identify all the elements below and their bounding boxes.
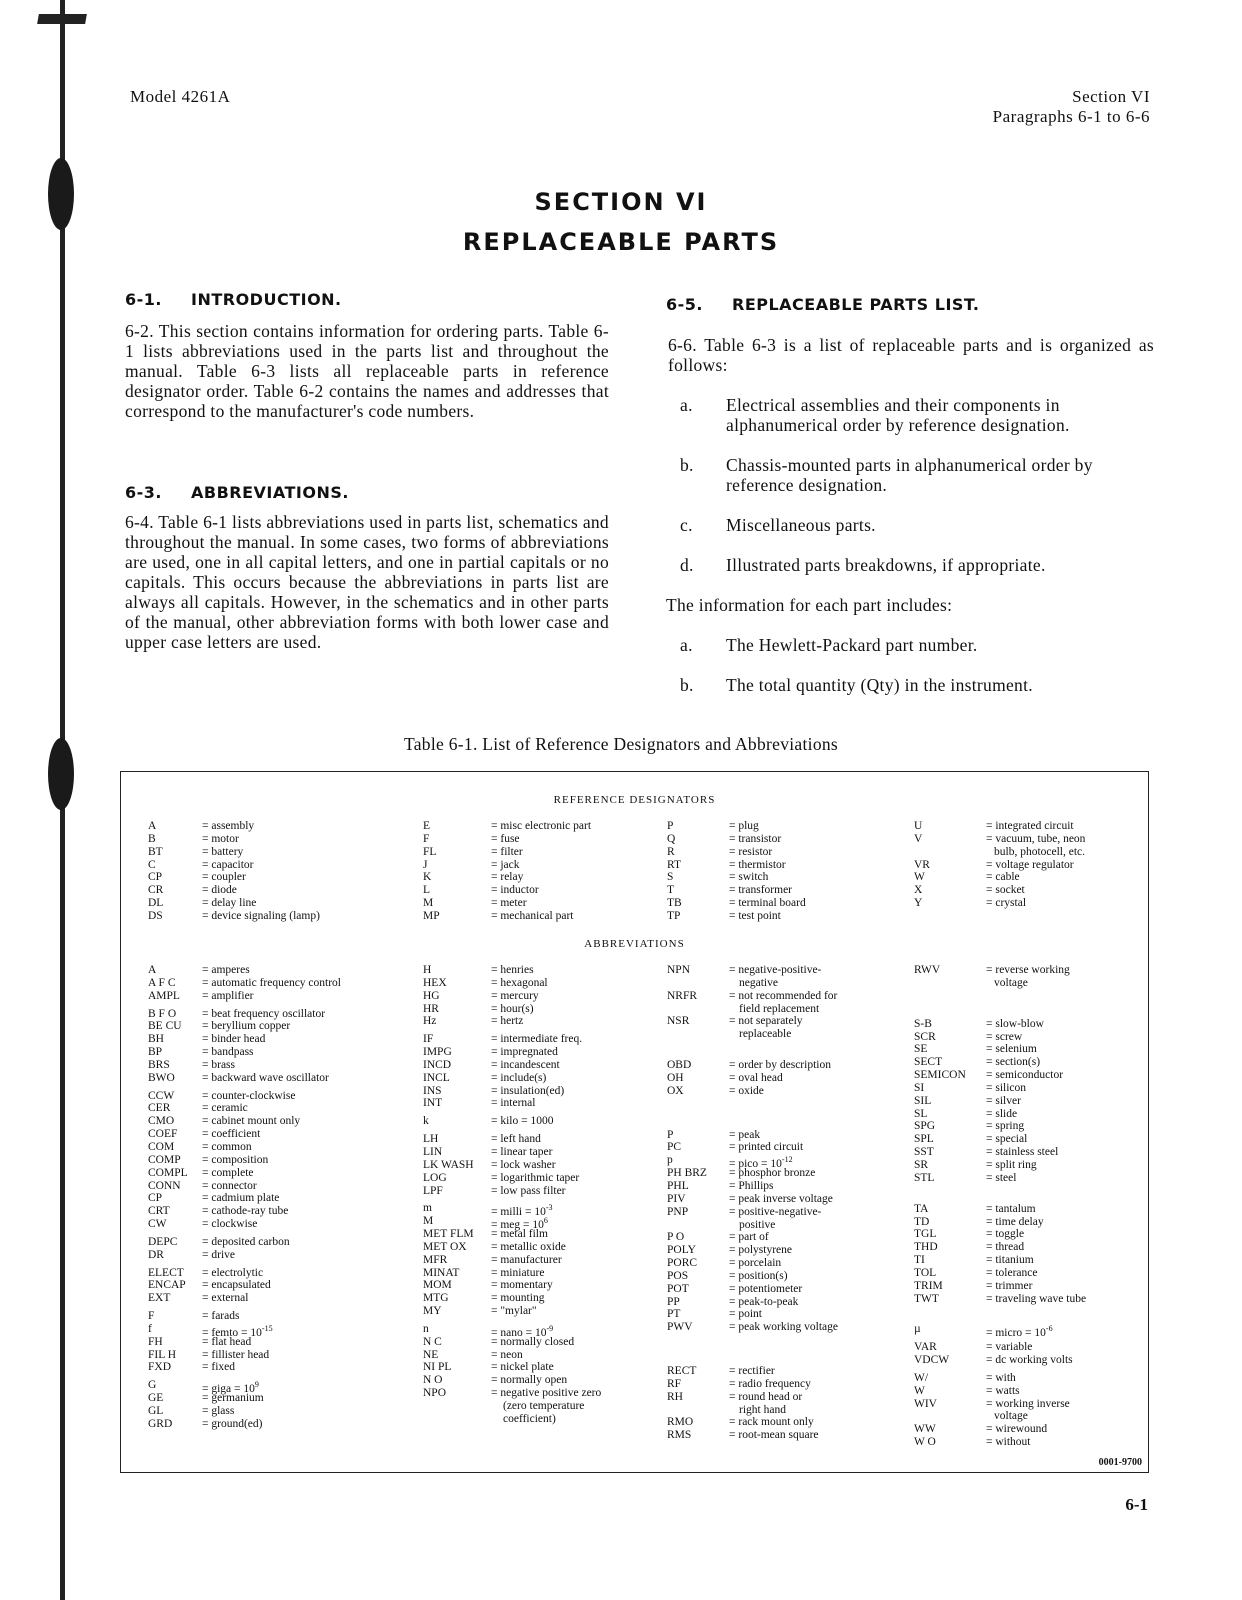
table-row: bulb, photocell, etc. [994, 845, 1086, 858]
table-row: TP = test point [667, 909, 781, 922]
table-row: f = femto = $10^{-15}$ [148, 1322, 273, 1339]
table-row: MINAT = miniature [423, 1266, 545, 1279]
table-row: IMPG = impregnated [423, 1046, 558, 1059]
table-row: BWO = backward wave oscillator [148, 1071, 329, 1084]
part-info-intro: The information for each part includes: [666, 595, 953, 615]
table-row: U = integrated circuit [914, 820, 1074, 832]
table-row: TOL = tolerance [914, 1266, 1038, 1279]
table-row: H = henries [423, 964, 534, 976]
table-row: X = socket [914, 884, 1025, 897]
table-row: NPN = negative-positive- [667, 964, 822, 976]
abbreviations-paragraph: 6-4. Table 6-1 lists abbreviations used in parts list, schematics and throughout the manual. In some cases, two forms of abbreviations are used, one in all capital letters, and one in partial capitals or no capitals. This occurs because the abbreviations in parts list are always all capitals. However, in the schematics and in other parts of the manual, other abbreviation forms with both lower case and upper case letters are used. [125, 512, 609, 652]
table-row: EXT = external [148, 1292, 249, 1305]
table-row: WIV = working inverse [914, 1397, 1070, 1410]
table-row: RECT = rectifier [667, 1365, 775, 1378]
table-row: TA = tantalum [914, 1202, 1036, 1215]
table-row: CP = coupler [148, 871, 246, 884]
table-row: TGL = toggle [914, 1228, 1025, 1241]
table-row: positive [739, 1218, 776, 1231]
page-number: 6-1 [1125, 1495, 1148, 1514]
table-row: PT = point [667, 1308, 763, 1321]
table-row: TI = titanium [914, 1254, 1034, 1267]
table-row: µ = micro = $10^{-6}$ [914, 1323, 1053, 1340]
table-row: G = giga = $10^9$ [148, 1379, 259, 1396]
table-id: 0001-9700 [1098, 1457, 1142, 1468]
table-row: R = resistor [667, 845, 773, 858]
heading-text: REPLACEABLE PARTS LIST. [732, 295, 980, 314]
table-row: INCD = incandescent [423, 1058, 560, 1071]
list-item [680, 555, 1154, 575]
table-row: OX = oxide [667, 1084, 764, 1097]
table-row: MET FLM = metal film [423, 1228, 548, 1241]
table-row: P O = part of [667, 1231, 769, 1244]
table-row: PNP = positive-negative- [667, 1205, 822, 1218]
table-row: W/ = with [914, 1371, 1016, 1384]
table-row: PORC = porcelain [667, 1257, 782, 1270]
table-row: FL = filter [423, 845, 523, 858]
table-row: BH = binder head [148, 1033, 266, 1046]
list-label: b. [680, 675, 694, 695]
table-row: replaceable [739, 1028, 792, 1041]
list-label: c. [680, 515, 693, 535]
table-row: DR = drive [148, 1248, 235, 1261]
table-row: LH = left hand [423, 1133, 541, 1146]
table-row: B F O = beat frequency oscillator [148, 1007, 326, 1020]
table-row: COEF = coefficient [148, 1128, 261, 1141]
table-row: VDCW = dc working volts [914, 1354, 1073, 1367]
abbreviations-table [120, 771, 1149, 1473]
paragraphs-label: Paragraphs 6-1 to 6-6 [992, 107, 1150, 126]
table-row: C = capacitor [148, 858, 254, 871]
table-row: F = fuse [423, 832, 520, 845]
binding-clip [37, 14, 87, 24]
list-item [680, 515, 1154, 535]
table-row: RH = round head or [667, 1390, 803, 1403]
heading-text: INTRODUCTION. [191, 290, 342, 309]
table-row: n = nano = $10^{-9}$ [423, 1322, 554, 1339]
table-row: L = inductor [423, 884, 539, 897]
table-row: COM = common [148, 1140, 252, 1153]
table-row: PH BRZ = phosphor bronze [667, 1167, 816, 1180]
table-row: k = kilo = 1000 [423, 1115, 554, 1128]
table-row: BRS = brass [148, 1058, 235, 1071]
table-row: MP = mechanical part [423, 909, 574, 922]
table-row: MFR = manufacturer [423, 1253, 562, 1266]
table-row: W = watts [914, 1384, 1020, 1397]
abbr-column-2 [423, 964, 663, 1426]
table-row: N C = normally closed [423, 1335, 575, 1348]
list-text: Chassis-mounted parts in alphanumerical order by reference designation. [726, 455, 1093, 495]
table-row: THD = thread [914, 1241, 1025, 1254]
list-text: Electrical assemblies and their components in alphanumerical order by reference designation. [726, 395, 1070, 435]
table-row: INT = internal [423, 1097, 536, 1110]
table-row: NE = neon [423, 1348, 523, 1361]
table-row: MTG = mounting [423, 1292, 545, 1305]
table-row: NPO = negative positive zero [423, 1387, 602, 1400]
table-row: NRFR = not recommended for [667, 989, 838, 1002]
table-row: negative [739, 976, 778, 989]
table-row: MOM = momentary [423, 1279, 553, 1292]
table-row: COMPL = complete [148, 1166, 254, 1179]
parts-list-paragraph: 6-6. Table 6-3 is a list of replaceable parts and is organized as follows: [668, 335, 1154, 375]
table-row: VAR = variable [914, 1341, 1033, 1354]
table-row: GRD = ground(ed) [148, 1417, 263, 1430]
table-row: INS = insulation(ed) [423, 1084, 565, 1097]
ref-column-1 [148, 820, 418, 923]
table-row: ELECT = electrolytic [148, 1266, 264, 1279]
table-row: PWV = peak working voltage [667, 1321, 838, 1334]
intro-paragraph: 6-2. This section contains information for ordering parts. Table 6-1 lists abbreviations used in the parts list and throughout the manual. Table 6-3 lists all replaceable parts in reference designator order. Table 6-2 contains the names and addresses that correspond to the manufacturer's code numbers. [125, 321, 609, 421]
table-row: VR = voltage regulator [914, 858, 1074, 871]
table-row: FXD = fixed [148, 1361, 235, 1374]
table-row: NSR = not separately [667, 1015, 803, 1028]
list-text: Miscellaneous parts. [726, 515, 876, 535]
section-title: SECTION VI [534, 188, 708, 216]
list-label: a. [680, 635, 693, 655]
table-row: LPF = low pass filter [423, 1184, 566, 1197]
table-row: V = vacuum, tube, neon [914, 832, 1086, 845]
table-row: SECT = section(s) [914, 1056, 1041, 1069]
table-row: POT = potentiometer [667, 1282, 803, 1295]
table-row: CP = cadmium plate [148, 1192, 280, 1205]
table-caption: Table 6-1. List of Reference Designators and Abbreviations [403, 734, 839, 754]
table-row: COMP = composition [148, 1153, 269, 1166]
list-item [680, 455, 1154, 495]
table-row: (zero temperature [503, 1400, 585, 1412]
table-row: PP = peak-to-peak [667, 1295, 799, 1308]
list-text: Illustrated parts breakdowns, if appropriate. [726, 555, 1046, 575]
list-text: The total quantity (Qty) in the instrument. [726, 675, 1033, 695]
table-row: MY = "mylar" [423, 1305, 537, 1318]
table-row: SCR = screw [914, 1030, 1023, 1043]
table-row: PHL = Phillips [667, 1179, 774, 1192]
ref-column-3 [667, 820, 907, 923]
table-row: S-B = slow-blow [914, 1017, 1044, 1030]
table-row: A = assembly [148, 820, 255, 832]
table-row: A F C = automatic frequency control [148, 976, 341, 989]
table-row: LIN = linear taper [423, 1145, 553, 1158]
list-text: The Hewlett-Packard part number. [726, 635, 978, 655]
table-row: WW = wirewound [914, 1423, 1048, 1436]
table-row: OBD = order by description [667, 1059, 831, 1072]
table-row: GE = germanium [148, 1392, 264, 1405]
table-row: DEPC = deposited carbon [148, 1235, 290, 1248]
table-row: TRIM = trimmer [914, 1279, 1033, 1292]
table-row: voltage [994, 1410, 1028, 1423]
ref-column-4 [914, 820, 1144, 910]
table-row: P = peak [667, 1128, 761, 1141]
table-row: FIL H = fillister head [148, 1348, 270, 1361]
table-row: AMPL = amplifier [148, 989, 254, 1002]
table-row: POS = position(s) [667, 1269, 788, 1282]
table-row: N O = normally open [423, 1374, 568, 1387]
table-row: W = cable [914, 871, 1020, 884]
reference-designators-heading: REFERENCE DESIGNATORS [553, 794, 716, 806]
table-row: HR = hour(s) [423, 1002, 534, 1015]
heading-abbreviations [125, 483, 349, 502]
ref-column-2 [423, 820, 663, 923]
table-row: F = farads [148, 1310, 240, 1323]
table-row: SPG = spring [914, 1120, 1025, 1133]
table-row: RMO = rack mount only [667, 1416, 814, 1429]
table-row: voltage [994, 976, 1028, 989]
table-row: TWT = traveling wave tube [914, 1292, 1087, 1305]
table-row: TB = terminal board [667, 897, 806, 910]
table-row: CONN = connector [148, 1179, 257, 1192]
heading-text: ABBREVIATIONS. [191, 483, 349, 502]
table-row: K = relay [423, 871, 524, 884]
table-row: CRT = cathode-ray tube [148, 1205, 289, 1218]
table-row: HEX = hexagonal [423, 976, 548, 989]
table-row: p = pico = $10^{-12}$ [667, 1154, 793, 1171]
table-row: S = switch [667, 871, 769, 884]
heading-introduction [125, 290, 342, 309]
table-row: J = jack [423, 858, 520, 871]
table-row: GL = glass [148, 1405, 235, 1417]
table-row: A = amperes [148, 964, 250, 976]
table-row: SI = silicon [914, 1081, 1027, 1094]
table-row: POLY = polystyrene [667, 1244, 793, 1257]
heading-parts-list [666, 295, 979, 314]
table-row: right hand [739, 1403, 786, 1416]
table-row: INCL = include(s) [423, 1071, 547, 1084]
table-row: Q = transistor [667, 832, 782, 845]
section-label: Section VI [1072, 87, 1150, 106]
table-row: CER = ceramic [148, 1102, 248, 1115]
table-row: SPL = special [914, 1133, 1028, 1146]
table-row: LK WASH = lock washer [423, 1158, 556, 1171]
table-row: HG = mercury [423, 989, 539, 1002]
list-item [680, 635, 1154, 655]
table-row: BT = battery [148, 845, 244, 858]
table-row: DS = device signaling (lamp) [148, 909, 320, 922]
table-row: SR = split ring [914, 1158, 1037, 1171]
table-row: IF = intermediate freq. [423, 1033, 583, 1046]
table-row: PIV = peak inverse voltage [667, 1192, 833, 1205]
table-row: NI PL = nickel plate [423, 1361, 554, 1374]
table-row: RWV = reverse working [914, 964, 1070, 976]
table-row: DL = delay line [148, 897, 257, 910]
table-row: ENCAP = encapsulated [148, 1279, 271, 1292]
list-item [680, 395, 1154, 435]
table-row: m = milli = $10^{-3}$ [423, 1202, 553, 1219]
table-row: M = meg = $10^6$ [423, 1215, 548, 1232]
table-row: MET OX = metallic oxide [423, 1240, 566, 1253]
table-row: coefficient) [503, 1412, 556, 1425]
list-label: b. [680, 455, 694, 475]
list-label: d. [680, 555, 694, 575]
heading-number: 6-5. [666, 295, 703, 314]
table-row: W O = without [914, 1436, 1031, 1449]
table-row: CR = diode [148, 884, 237, 897]
abbr-column-1 [148, 964, 423, 1431]
table-row: CCW = counter-clockwise [148, 1089, 296, 1102]
section-subtitle: REPLACEABLE PARTS [462, 228, 780, 256]
table-row: FH = flat head [148, 1335, 252, 1348]
table-row: STL = steel [914, 1171, 1017, 1184]
table-row: SIL = silver [914, 1094, 1021, 1107]
table-row: P = plug [667, 820, 759, 832]
table-row: SST = stainless steel [914, 1146, 1059, 1159]
table-row: RT = thermistor [667, 858, 786, 871]
table-row: OH = oval head [667, 1071, 783, 1084]
heading-number: 6-1. [125, 290, 162, 309]
table-row: CW = clockwise [148, 1218, 258, 1231]
table-row: RF = radio frequency [667, 1377, 811, 1390]
list-item [680, 675, 1154, 695]
table-row: Y = crystal [914, 897, 1027, 910]
table-row: TD = time delay [914, 1215, 1044, 1228]
table-row: SEMICON = semiconductor [914, 1069, 1064, 1082]
model-label: Model 4261A [130, 87, 231, 106]
table-row: SL = slide [914, 1107, 1018, 1120]
abbreviations-heading: ABBREVIATIONS [584, 938, 685, 950]
table-row: T = transformer [667, 884, 793, 897]
table-row: E = misc electronic part [423, 820, 592, 832]
table-row: B = motor [148, 832, 239, 845]
heading-number: 6-3. [125, 483, 162, 502]
table-row: SE = selenium [914, 1043, 1037, 1056]
table-row: Hz = hertz [423, 1015, 524, 1028]
table-row: RMS = root-mean square [667, 1429, 819, 1442]
abbr-column-3 [667, 964, 912, 1442]
table-row: CMO = cabinet mount only [148, 1115, 301, 1128]
table-row: field replacement [739, 1002, 820, 1015]
table-row: BE CU = beryllium copper [148, 1020, 291, 1033]
list-label: a. [680, 395, 693, 415]
abbr-column-4 [914, 964, 1144, 1449]
table-row: M = meter [423, 897, 527, 910]
table-row: BP = bandpass [148, 1046, 254, 1059]
table-row: LOG = logarithmic taper [423, 1171, 580, 1184]
table-row: PC = printed circuit [667, 1141, 804, 1154]
